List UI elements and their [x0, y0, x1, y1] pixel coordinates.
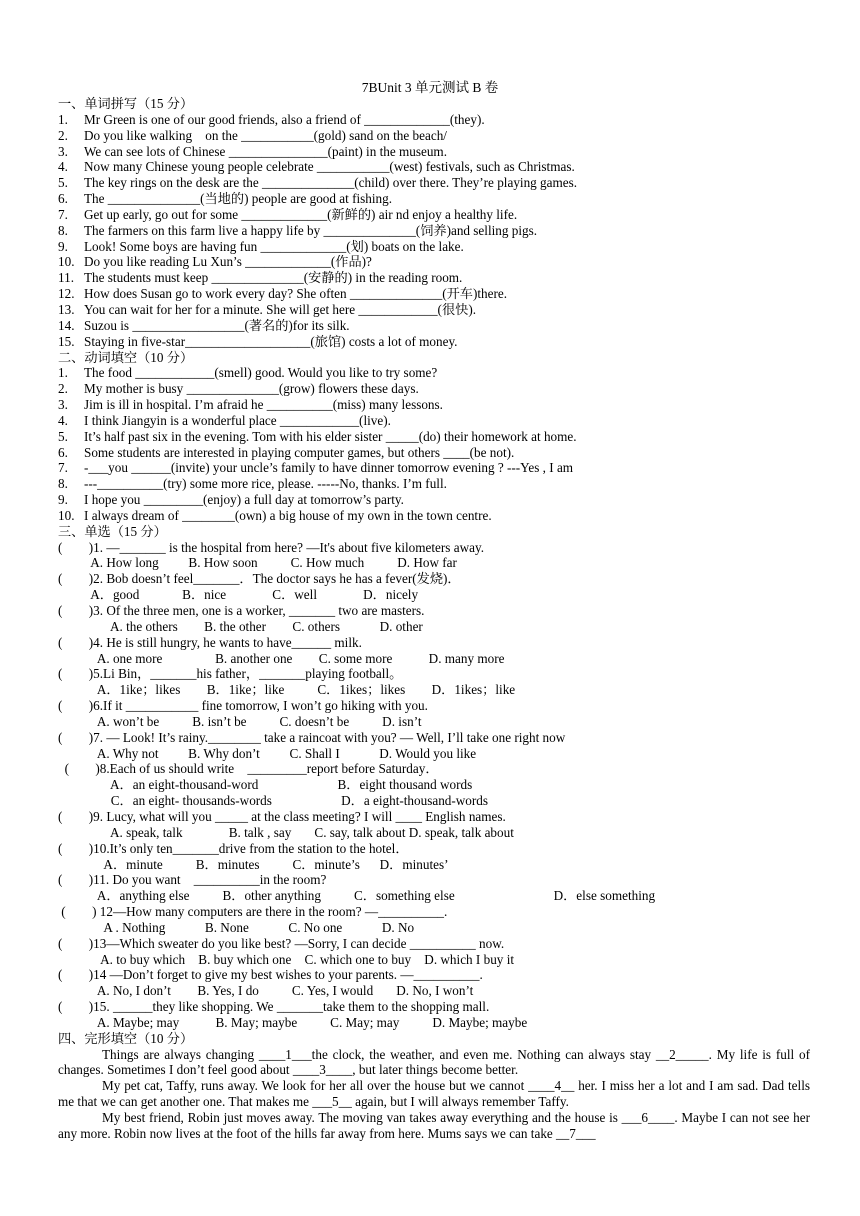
question-text: Suzou is _________________(著名的)for its silk.	[84, 317, 350, 333]
question-number: 2.	[58, 381, 68, 397]
choice-options: A. No, I don’t B. Yes, I do C. Yes, I would D. No, I won’t	[58, 983, 474, 999]
choice-options: C．an eight- thousands-words D．a eight-thousand-words	[58, 793, 489, 809]
choice-options: A. the others B. the other C. others D. other	[58, 618, 423, 634]
question-number: 11.	[58, 270, 74, 286]
question-text: You can wait for her for a minute. She will get here ____________(很快).	[84, 301, 477, 317]
spelling-question	[58, 318, 810, 334]
verb-fill-question	[58, 492, 810, 508]
spelling-question	[58, 191, 810, 207]
choice-question: ( )2. Bob doesn’t feel_______．The doctor says he has a fever(发烧)．	[58, 571, 461, 587]
choice-question: ( )10.It’s only ten_______drive from the station to the hotel．	[58, 840, 409, 856]
choice-options: A. How long B. How soon C. How much D. How far	[58, 555, 457, 571]
verb-fill-question	[58, 429, 810, 445]
question-text: The key rings on the desk are the ______________(child) over there. They’re playing games.	[84, 175, 578, 191]
question-number: 12.	[58, 286, 75, 302]
choice-question: ( )7. — Look! It’s rainy.________ take a raincoat with you? — Well, I’ll take one right now	[58, 729, 566, 745]
question-text: I always dream of ________(own) a big house of my own in the town centre.	[84, 507, 492, 523]
question-number: 4.	[58, 159, 68, 175]
spelling-question	[58, 144, 810, 160]
question-text: We can see lots of Chinese _______________(paint) in the museum.	[84, 143, 447, 159]
question-text: The students must keep ______________(安静的) in the reading room.	[84, 270, 463, 286]
question-text: -___you ______(invite) your uncle’s family to have dinner tomorrow evening ? ---Yes , I am	[84, 460, 574, 476]
question-text: My mother is busy ______________(grow) flowers these days.	[84, 381, 419, 397]
choice-question: ( )15. ______they like shopping. We _______take them to the shopping mall.	[58, 999, 490, 1015]
question-text: Mr Green is one of our good friends, also a friend of _____________(they).	[84, 111, 485, 127]
question-number: 9.	[58, 238, 68, 254]
spelling-question	[58, 112, 810, 128]
document-title: 7BUnit 3 单元测试 B 卷	[361, 80, 499, 95]
choice-question: ( )1. —_______ is the hospital from here? —It's about five kilometers away.	[58, 539, 484, 555]
spelling-question	[58, 207, 810, 223]
verb-fill-question	[58, 445, 810, 461]
choice-options: A. speak, talk B. talk , say C. say, talk about D. speak, talk about	[58, 824, 514, 840]
spelling-question	[58, 302, 810, 318]
question-text: The ______________(当地的) people are good at fishing.	[84, 191, 393, 207]
cloze-passage	[58, 1047, 810, 1142]
verb-fill-question	[58, 381, 810, 397]
question-number: 6.	[58, 191, 68, 207]
question-text: Do you like walking on the ___________(gold) sand on the beach/	[84, 127, 447, 143]
spelling-question	[58, 239, 810, 255]
choice-question: ( )9. Lucy, what will you _____ at the class meeting? I will ____ English names.	[58, 808, 506, 824]
question-number: 9.	[58, 492, 68, 508]
question-number: 2.	[58, 127, 68, 143]
question-number: 5.	[58, 175, 68, 191]
question-text: Some students are interested in playing computer games, but others ____(be not).	[84, 444, 515, 460]
spelling-question	[58, 159, 810, 175]
spelling-questions	[58, 112, 810, 350]
choice-options: A. one more B. another one C. some more D. many more	[58, 650, 505, 666]
choice-options: A. won’t be B. isn’t be C. doesn’t be D. isn’t	[58, 713, 422, 729]
cloze-paragraph: My pet cat, Taffy, runs away. We look for her all over the house but we cannot ____4__ her. I miss her a lot and I am sad. Dad tells me that we can get another one. That makes me ___5__ again, but I will always remember Taffy.	[58, 1078, 810, 1110]
spelling-question	[58, 254, 810, 270]
choice-options: A．good B．nice C．well D．nicely	[58, 587, 419, 603]
question-text: Do you like reading Lu Xun’s _____________(作品)?	[84, 254, 372, 270]
question-number: 1.	[58, 365, 68, 381]
question-number: 3.	[58, 143, 68, 159]
question-text: I hope you _________(enjoy) a full day at tomorrow’s party.	[84, 492, 404, 508]
section-heading-spelling: 一、单词拼写（15 分）	[58, 96, 194, 111]
choice-question: ( )4. He is still hungry, he wants to have______ milk.	[58, 634, 362, 650]
question-number: 13.	[58, 301, 75, 317]
choice-options: A. Why not B. Why don’t C. Shall I D. Would you like	[58, 745, 477, 761]
question-text: The food ____________(smell) good. Would you like to try some?	[84, 365, 438, 381]
verb-fill-question	[58, 365, 810, 381]
section-heading-verb-fill: 二、动词填空（10 分）	[58, 349, 194, 365]
choice-options: A．anything else B．other anything C．something else D．else something	[58, 888, 656, 904]
cloze-paragraph: Things are always changing ____1___the clock, the weather, and even me. Nothing can always stay __2_____. My life is full of changes. Sometimes I don’t feel good about ____3____, but later things become better.	[58, 1046, 810, 1078]
question-number: 10.	[58, 507, 75, 523]
single-choice-questions	[58, 540, 810, 1031]
question-number: 10.	[58, 254, 75, 270]
question-text: I think Jiangyin is a wonderful place ____________(live).	[84, 412, 391, 428]
question-text: Staying in five-star___________________(旅馆) costs a lot of money.	[84, 333, 458, 349]
choice-question: ( )6.If it ___________ fine tomorrow, I won’t go hiking with you.	[58, 698, 428, 714]
choice-question: ( )3. Of the three men, one is a worker, _______ two are masters.	[58, 603, 425, 618]
spelling-question	[58, 334, 810, 350]
spelling-question	[58, 128, 810, 144]
question-text: Jim is ill in hospital. I’m afraid he __________(miss) many lessons.	[84, 397, 443, 413]
document-body	[58, 96, 810, 1142]
question-number: 1.	[58, 111, 68, 127]
question-number: 14.	[58, 317, 75, 333]
verb-fill-questions	[58, 365, 810, 523]
spelling-question	[58, 223, 810, 239]
choice-options: A．1ike；likes B．1ike；like C．1ikes；likes D．1ikes；like	[58, 682, 516, 698]
spelling-question	[58, 175, 810, 191]
spelling-question	[58, 286, 810, 302]
question-number: 15.	[58, 333, 75, 349]
choice-options: A. Maybe; may B. May; maybe C. May; may D. Maybe; maybe	[58, 1014, 528, 1030]
question-text: It’s half past six in the evening. Tom with his elder sister _____(do) their homework at home.	[84, 428, 577, 444]
question-text: ---__________(try) some more rice, please. -----No, thanks. I’m full.	[84, 476, 447, 492]
verb-fill-question	[58, 476, 810, 492]
choice-question: ( )14 —Don’t forget to give my best wishes to your parents. —__________.	[58, 967, 483, 983]
choice-options: A. to buy which B. buy which one C. which one to buy D. which I buy it	[58, 951, 515, 967]
choice-options: A．an eight-thousand-word B．eight thousand words	[58, 777, 473, 793]
cloze-paragraph: My best friend, Robin just moves away. The moving van takes away everything and the house is ___6____. Maybe I can not see her any more. Robin now lives at the foot of the hills far away from here. Mums says we can take __7___	[58, 1110, 810, 1141]
choice-question: ( )11. Do you want __________in the room?	[58, 872, 327, 888]
question-number: 8.	[58, 222, 68, 238]
question-number: 7.	[58, 460, 68, 476]
section-heading-single-choice: 三、单选（15 分）	[58, 523, 167, 539]
choice-question: ( )8.Each of us should write _________report before Saturday．	[58, 761, 439, 777]
verb-fill-question	[58, 460, 810, 476]
verb-fill-question	[58, 413, 810, 429]
section-heading-cloze: 四、完形填空（10 分）	[58, 1030, 194, 1046]
choice-question: ( )5.Li Bin，_______his father，_______playing football。	[58, 666, 403, 682]
question-number: 8.	[58, 476, 68, 492]
question-text: How does Susan go to work every day? She often ______________(开车)there.	[84, 286, 508, 302]
choice-question: ( ) 12—How many computers are there in the room? —__________.	[58, 904, 448, 920]
question-number: 4.	[58, 412, 68, 428]
question-number: 5.	[58, 428, 68, 444]
choice-options: A．minute B．minutes C．minute’s D．minutes’	[58, 856, 449, 872]
question-number: 3.	[58, 397, 68, 413]
verb-fill-question	[58, 397, 810, 413]
question-number: 6.	[58, 444, 68, 460]
question-text: Look! Some boys are having fun _____________(划) boats on the lake.	[84, 238, 464, 254]
choice-options: A . Nothing B. None C. No one D. No	[58, 919, 415, 935]
choice-question: ( )13—Which sweater do you like best? —Sorry, I can decide __________ now.	[58, 935, 505, 951]
question-text: Get up early, go out for some _____________(新鲜的) air nd enjoy a healthy life.	[84, 206, 518, 222]
spelling-question	[58, 270, 810, 286]
question-text: Now many Chinese young people celebrate ___________(west) festivals, such as Christmas.	[84, 159, 575, 175]
question-number: 7.	[58, 206, 68, 222]
verb-fill-question	[58, 508, 810, 524]
question-text: The farmers on this farm live a happy life by ______________(饲养)and selling pigs.	[84, 222, 538, 238]
